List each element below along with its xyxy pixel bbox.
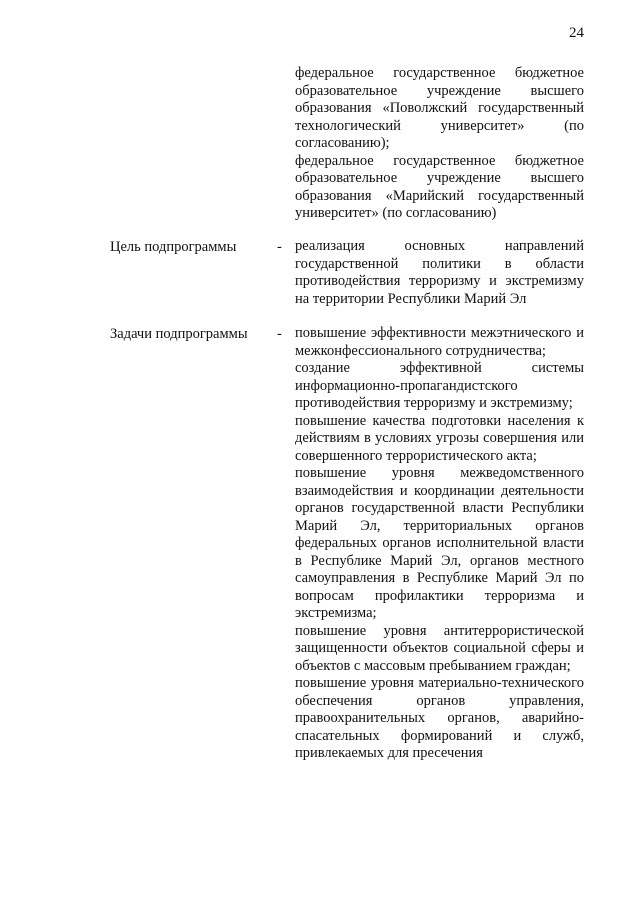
task-item: повышение уровня материально-технического обеспечения органов управления, правоохранительных органов, аварийно-спасательных формирований и служб, привлекаемых для пресечения — [295, 675, 584, 761]
tasks-dash: - — [277, 326, 282, 342]
task-item: повышение уровня межведомственного взаимодействия и координации деятельности органов государственной власти Республики Марий Эл, территориальных органов федеральных органов исполнительной власти в Республике Марий Эл, органов местного самоуправления в Республике Марий Эл по вопросам профилактики терроризма и экстремизма; — [295, 465, 584, 621]
continuation-paragraph: федеральное государственное бюджетное образовательное учреждение высшего образования «Поволжский государственный технологический университет» (по согласованию); — [295, 65, 584, 151]
task-item: повышение качества подготовки населения к действиям в условиях угрозы совершения или совершенного террористического акта; — [295, 412, 584, 464]
goal-text: реализация основных направлений государственной политики в области противодействия терроризму и экстремизму на территории Республики Марий Эл — [295, 238, 584, 307]
tasks-label: Задачи подпрограммы — [110, 326, 248, 342]
goal-label: Цель подпрограммы — [110, 239, 237, 255]
tasks-block — [295, 325, 584, 763]
page-number: 24 — [569, 25, 584, 41]
continuation-block — [295, 65, 584, 223]
task-item: создание эффективной системы информационно-пропагандистского противодействия терроризму и экстремизму; — [295, 360, 584, 411]
goal-dash: - — [277, 239, 282, 255]
goal-block — [295, 238, 584, 308]
continuation-paragraph: федеральное государственное бюджетное образовательное учреждение высшего образования «Марийский государственный университет» (по согласованию) — [295, 152, 584, 221]
task-item: повышение уровня антитеррористической защищенности объектов социальной сферы и объектов с массовым пребыванием граждан; — [295, 622, 584, 674]
task-item: повышение эффективности межэтнического и межконфессионального сотрудничества; — [295, 325, 584, 359]
